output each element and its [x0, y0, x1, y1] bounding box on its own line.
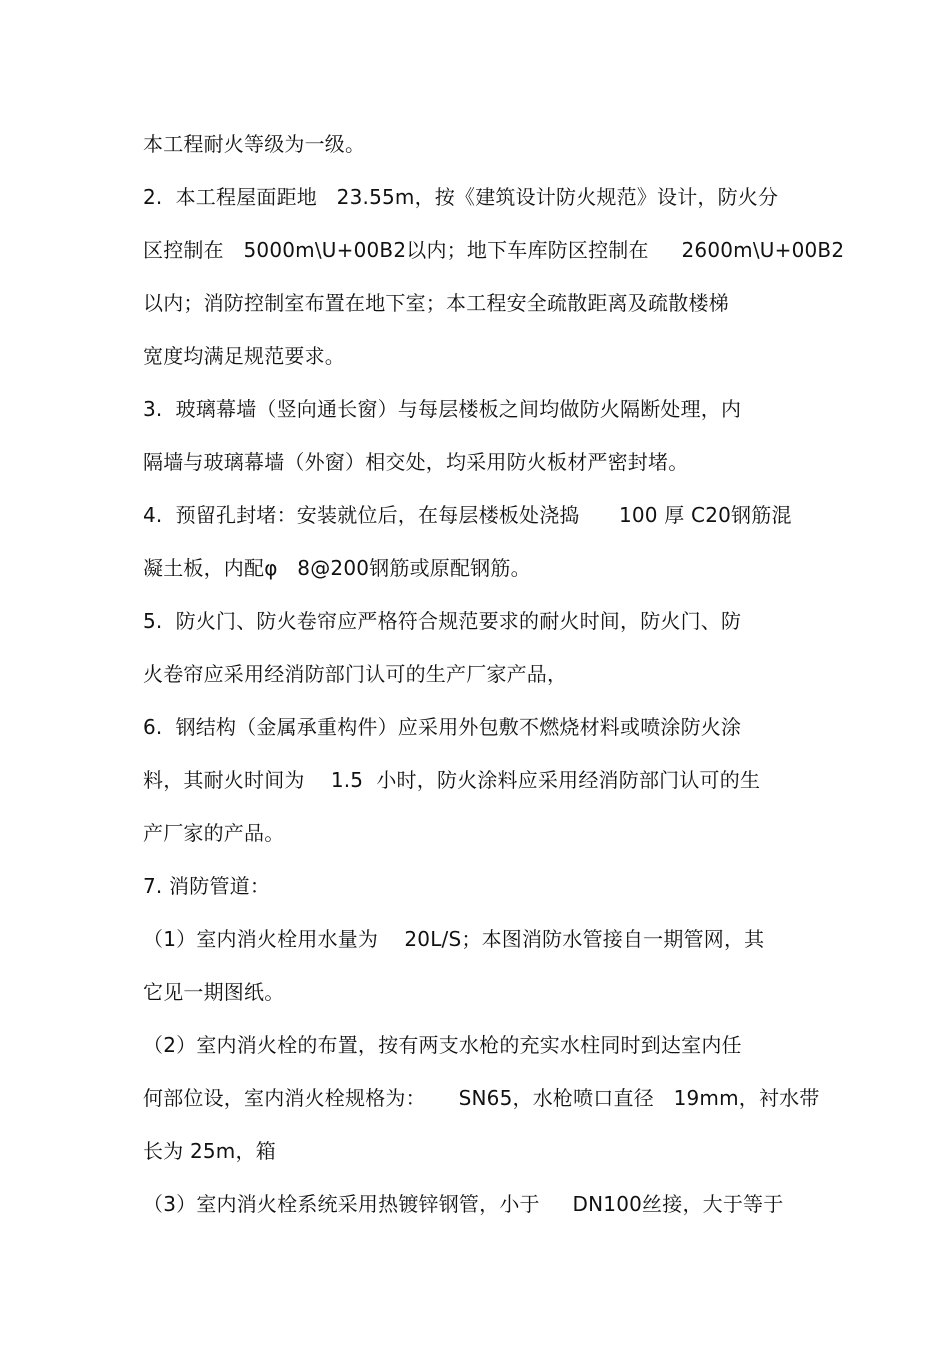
text-line-11: 火卷帘应采用经消防部门认可的生产厂家产品，	[143, 662, 568, 686]
text-line-7: 隔墙与玻璃幕墙（外窗）相交处，均采用防火板材严密封堵。	[143, 450, 689, 474]
text-line-21: （3）室内消火栓系统采用热镀锌钢管，小于 DN100丝接，大于等于	[143, 1192, 784, 1216]
text-line-17: 它见一期图纸。	[143, 980, 285, 1004]
text-line-16: （1）室内消火栓用水量为 20L/S；本图消防水管接自一期管网，其	[143, 927, 765, 951]
text-line-18: （2）室内消火栓的布置，按有两支水枪的充实水柱同时到达室内任	[143, 1033, 742, 1057]
text-line-3: 区控制在 5000m\U+00B2以内；地下车库防区控制在 2600m\U+00B2	[143, 238, 845, 262]
text-line-9: 凝土板，内配φ 8@200钢筋或原配钢筋。	[143, 556, 531, 580]
text-line-6: 3. 玻璃幕墙（竖向通长窗）与每层楼板之间均做防火隔断处理，内	[143, 397, 742, 421]
text-line-1: 本工程耐火等级为一级。	[143, 132, 366, 156]
text-line-13: 料，其耐火时间为 1.5 小时，防火涂料应采用经消防部门认可的生	[143, 768, 761, 792]
text-line-2: 2. 本工程屋面距地 23.55m，按《建筑设计防火规范》设计，防火分	[143, 185, 779, 209]
text-line-19: 何部位设，室内消火栓规格为： SN65，水枪喷口直径 19mm，衬水带	[143, 1086, 820, 1110]
text-line-5: 宽度均满足规范要求。	[143, 344, 345, 368]
text-line-14: 产厂家的产品。	[143, 821, 285, 845]
text-line-15: 7. 消防管道：	[143, 874, 271, 898]
text-line-12: 6. 钢结构（金属承重构件）应采用外包敷不燃烧材料或喷涂防火涂	[143, 715, 742, 739]
text-line-20: 长为 25m，箱	[143, 1139, 276, 1163]
text-line-8: 4. 预留孔封堵：安装就位后，在每层楼板处浇捣 100 厚 C20钢筋混	[143, 503, 792, 527]
text-line-10: 5. 防火门、防火卷帘应严格符合规范要求的耐火时间，防火门、防	[143, 609, 742, 633]
text-line-4: 以内；消防控制室布置在地下室；本工程安全疏散距离及疏散楼梯	[143, 291, 729, 315]
